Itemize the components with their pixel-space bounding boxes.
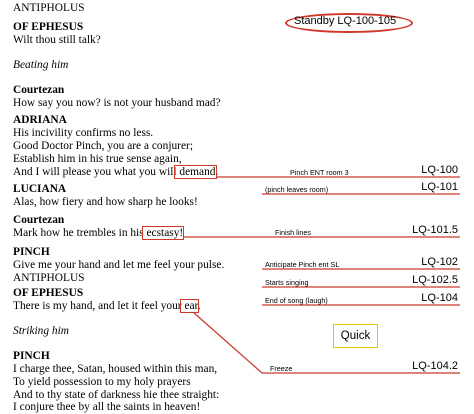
script-line: To yield possession to my holy prayers — [13, 376, 191, 388]
character-name: Courtezan — [13, 84, 65, 96]
cue-note: Freeze — [270, 364, 293, 373]
script-line: And to thy state of darkness hie thee straight: — [13, 389, 220, 401]
lq-number: LQ-104 — [421, 292, 458, 304]
cue-note: Finish lines — [275, 228, 311, 237]
stage-direction: Beating him — [13, 59, 69, 71]
cue-word-box-ear — [180, 299, 199, 313]
standby-label: Standby LQ-100-105 — [294, 15, 397, 27]
script-line: Mark how he trembles in his ecstasy! — [13, 227, 184, 239]
character-name: Courtezan — [13, 214, 65, 226]
script-line: Good Doctor Pinch, you are a conjurer; — [13, 140, 193, 152]
cue-note: Pinch ENT room 3 — [290, 168, 349, 177]
lq-number: LQ-102 — [421, 256, 458, 268]
script-line: Alas, how fiery and how sharp he looks! — [13, 196, 198, 208]
script-line: I conjure thee by all the saints in heaven! — [13, 401, 201, 413]
script-line: Wilt thou still talk? — [13, 34, 101, 46]
character-name: OF EPHESUS — [13, 21, 84, 33]
quick-label: Quick — [333, 324, 378, 348]
script-line: Give me your hand and let me feel your pulse. — [13, 259, 225, 271]
script-line: ANTIPHOLUS — [13, 2, 85, 14]
script-line: I charge thee, Satan, housed within this man, — [13, 363, 218, 375]
lq-number: LQ-104.2 — [412, 360, 458, 372]
stage-direction: Striking him — [13, 325, 70, 337]
script-line: ANTIPHOLUS — [13, 272, 85, 284]
script-line: How say you now? is not your husband mad? — [13, 97, 221, 109]
lq-number: LQ-102.5 — [412, 274, 458, 286]
character-name: PINCH — [13, 350, 50, 362]
cue-word-box-demand — [174, 165, 217, 179]
cue-note: (pinch leaves room) — [265, 185, 329, 194]
character-name: OF EPHESUS — [13, 287, 84, 299]
script-line: Establish him in his true sense again, — [13, 153, 182, 165]
script-line: His incivility confirms no less. — [13, 127, 154, 139]
cue-word-box-ecstasy — [142, 226, 184, 240]
cue-note: Starts singing — [265, 278, 309, 287]
cue-note: End of song (laugh) — [265, 296, 328, 305]
script-line: There is my hand, and let it feel your ear. — [13, 300, 201, 312]
lq-number: LQ-101.5 — [412, 224, 458, 236]
lq-number: LQ-101 — [421, 181, 458, 193]
character-name: ADRIANA — [13, 114, 67, 126]
lq-number: LQ-100 — [421, 164, 458, 176]
cue-note: Anticipate Pinch ent SL — [265, 260, 340, 269]
script-line: And I will please you what you will demand. — [13, 166, 219, 178]
character-name: LUCIANA — [13, 183, 67, 195]
character-name: PINCH — [13, 246, 50, 258]
